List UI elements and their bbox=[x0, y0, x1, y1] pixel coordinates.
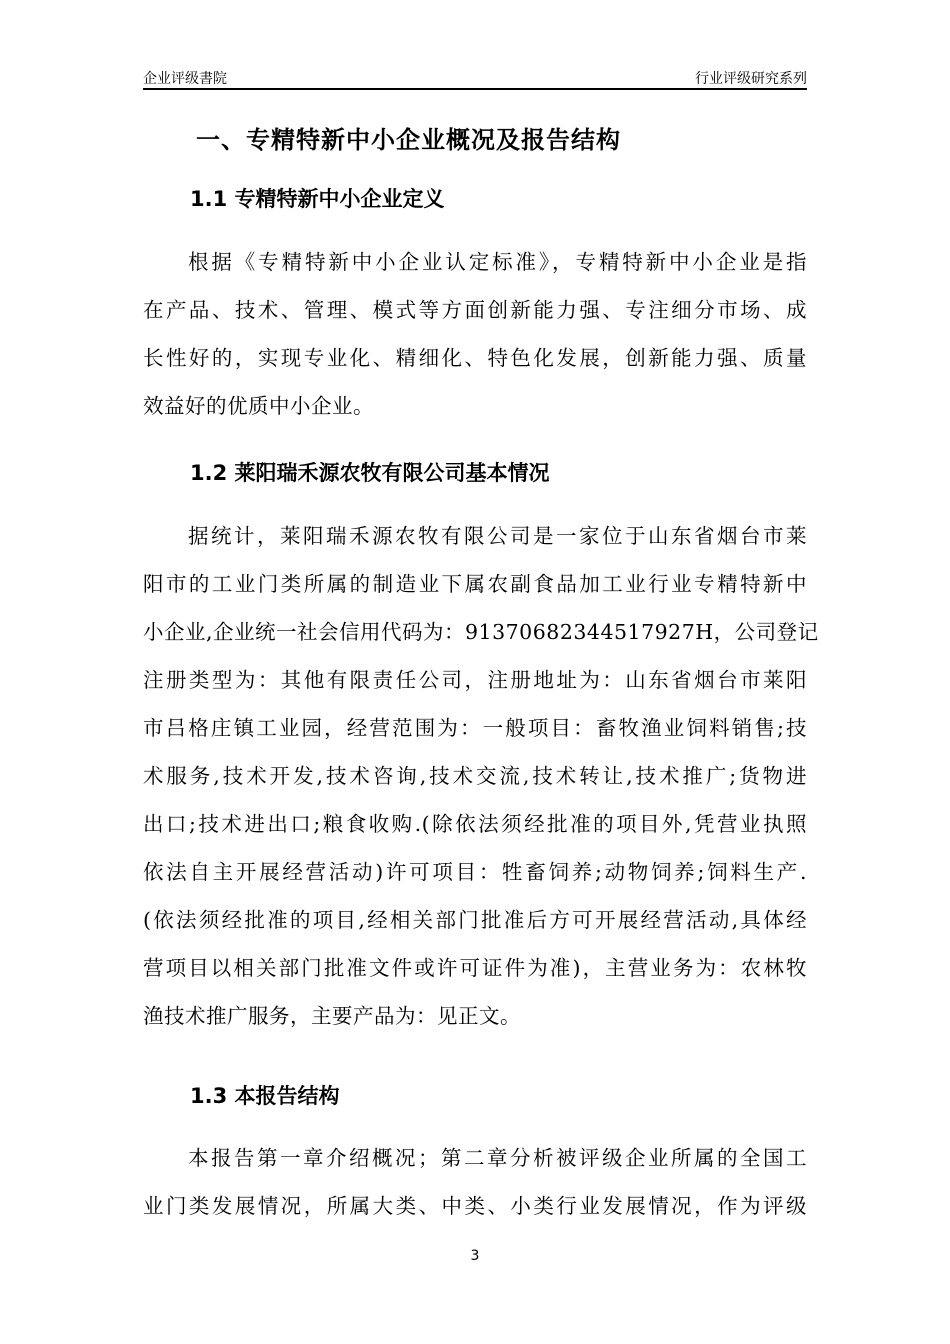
text-line: 阳市的工业门类所属的制造业下属农副食品加工业行业专精特新中 bbox=[143, 572, 807, 596]
text-line: 营项目以相关部门批准文件或许可证件为准)，主营业务为：农林牧 bbox=[143, 956, 807, 980]
text-line: (依法须经批准的项目,经相关部门批准后方可开展经营活动,具体经 bbox=[143, 908, 807, 932]
page-header bbox=[143, 66, 807, 90]
text-line: 根据《专精特新中小企业认定标准》，专精特新中小企业是指 bbox=[188, 250, 807, 274]
text-line: 业门类发展情况，所属大类、中类、小类行业发展情况，作为评级 bbox=[143, 1194, 807, 1218]
section-heading-1-2: 1.2 莱阳瑞禾源农牧有限公司基本情况 bbox=[190, 461, 550, 485]
text-line: 市吕格庄镇工业园，经营范围为：一般项目：畜牧渔业饲料销售;技 bbox=[143, 716, 807, 740]
text-line: 术服务,技术开发,技术咨询,技术交流,技术转让,技术推广;货物进 bbox=[143, 764, 807, 788]
text-line: 据统计，莱阳瑞禾源农牧有限公司是一家位于山东省烟台市莱 bbox=[188, 524, 807, 548]
text-line: 出口;技术进出口;粮食收购.(除依法须经批准的项目外,凭营业执照 bbox=[143, 812, 807, 836]
header-right-title: 行业评级研究系列 bbox=[695, 71, 807, 87]
section-heading-1-1: 1.1 专精特新中小企业定义 bbox=[190, 187, 445, 211]
header-left-title: 企业评级書院 bbox=[143, 71, 227, 87]
page-number: 3 bbox=[470, 1248, 480, 1264]
chapter-title: 一、专精特新中小企业概况及报告结构 bbox=[196, 126, 621, 154]
section-1-1-paragraph bbox=[143, 238, 807, 430]
text-line: 在产品、技术、管理、模式等方面创新能力强、专注细分市场、成 bbox=[143, 298, 807, 322]
text-line: 小企业,企业统一社会信用代码为：91370682344517927H，公司登记 bbox=[143, 620, 819, 644]
section-1-2-paragraph bbox=[143, 512, 819, 1040]
section-1-3-paragraph bbox=[143, 1134, 807, 1230]
text-line: 本报告第一章介绍概况；第二章分析被评级企业所属的全国工 bbox=[188, 1146, 807, 1170]
section-heading-1-3: 1.3 本报告结构 bbox=[190, 1084, 340, 1108]
text-line: 注册类型为：其他有限责任公司，注册地址为：山东省烟台市莱阳 bbox=[143, 668, 807, 692]
text-line: 渔技术推广服务，主要产品为：见正文。 bbox=[143, 1004, 521, 1028]
text-line: 长性好的，实现专业化、精细化、特色化发展，创新能力强、质量 bbox=[143, 346, 807, 370]
text-line: 效益好的优质中小企业。 bbox=[143, 394, 374, 418]
text-line: 依法自主开展经营活动)许可项目：牲畜饲养;动物饲养;饲料生产. bbox=[143, 860, 807, 884]
